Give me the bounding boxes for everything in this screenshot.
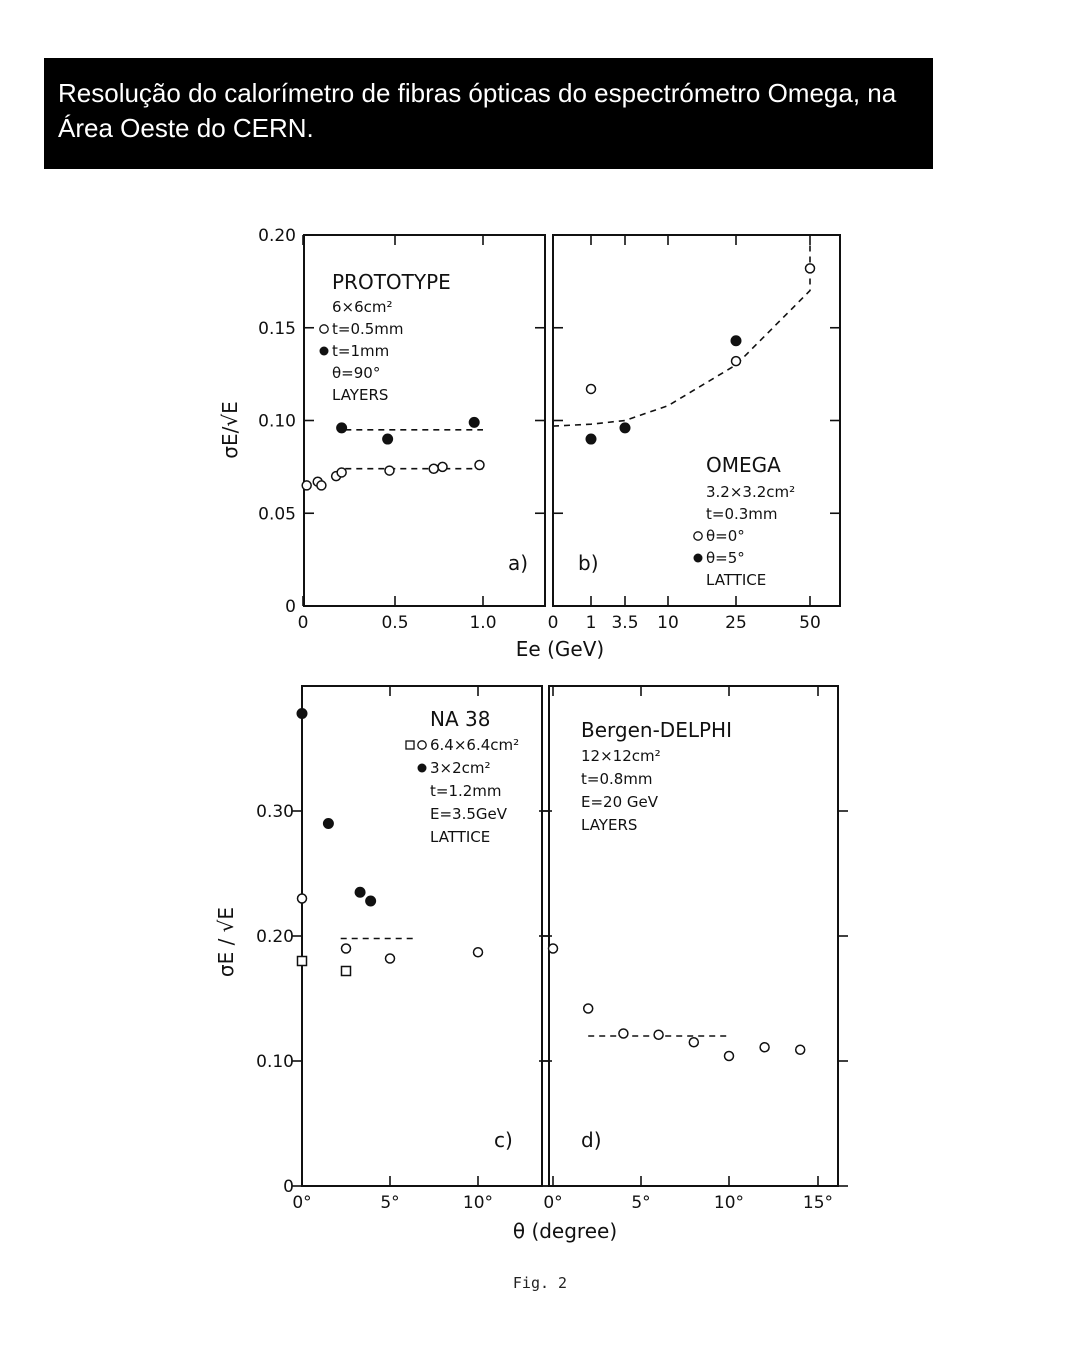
- panel-c-point-filled: [366, 896, 376, 906]
- panel-b-x-tick-label: 0: [547, 613, 559, 633]
- figure-caption: Fig. 2: [512, 1274, 568, 1292]
- panel-a-point-open: [337, 468, 346, 477]
- panel-d-point-open: [689, 1038, 698, 1047]
- panel-b-panel-label: b): [578, 551, 599, 575]
- panel-a-x-tick-label: 0.5: [381, 613, 409, 633]
- panel-a-point-filled: [383, 434, 393, 444]
- panel-a-panel-label: a): [508, 551, 529, 575]
- panel-a-legend-filled: [320, 347, 329, 356]
- panel-c-legend-filled: [418, 764, 427, 773]
- panel-d-title: Bergen-DELPHI: [581, 718, 732, 742]
- panel-c-frame: [302, 686, 542, 1186]
- panel-b-x-tick-label: 3.5: [611, 613, 639, 633]
- panel-c-y-tick-label: 0.10: [256, 1052, 294, 1072]
- panel-a-point-open: [302, 481, 311, 490]
- bottom-x-axis-label: θ (degree): [512, 1219, 618, 1243]
- banner-line-2: Área Oeste do CERN.: [58, 113, 314, 143]
- panel-b-point-filled: [620, 423, 630, 433]
- panel-a-point-filled: [469, 417, 479, 427]
- panel-a-annotation: t=1mm: [332, 342, 390, 360]
- panel-c-x-tick-label: 5°: [380, 1193, 400, 1213]
- panel-a-annotation: θ=90°: [332, 364, 381, 382]
- panel-a-y-tick-label: 0.15: [258, 318, 296, 339]
- panel-a-annotation: 6×6cm²: [332, 298, 393, 316]
- panel-b-point-open: [587, 384, 596, 393]
- panel-c-point-open: [298, 894, 307, 903]
- panel-d-x-tick-label: 10°: [713, 1193, 745, 1213]
- panel-c-point-square: [298, 957, 307, 966]
- panel-b-x-tick-label: 10: [657, 613, 679, 633]
- panel-c-x-tick-label: 0°: [292, 1193, 312, 1213]
- panel-b-annotation: LATTICE: [706, 571, 767, 589]
- panel-a-y-tick-label: 0.05: [258, 504, 296, 525]
- panel-b-fit-line: [553, 244, 810, 426]
- panel-b-point-open: [806, 264, 815, 273]
- panel-c-point-filled: [297, 709, 307, 719]
- panel-c-y-tick-label: 0.20: [256, 927, 294, 947]
- panel-b-annotation: t=0.3mm: [706, 505, 778, 523]
- panel-a-point-filled: [337, 423, 347, 433]
- panel-c-panel-label: c): [494, 1128, 513, 1152]
- panel-c-annotation: 6.4×6.4cm²: [430, 736, 520, 754]
- panel-d-panel-label: d): [581, 1128, 602, 1152]
- panel-d-annotation: 12×12cm²: [581, 747, 661, 765]
- panel-d-point-open: [725, 1052, 734, 1061]
- panel-a-point-open: [385, 466, 394, 475]
- panel-a-point-open: [429, 464, 438, 473]
- panel-a-point-open: [317, 481, 326, 490]
- panel-d-x-tick-label: 0°: [543, 1193, 563, 1213]
- panel-a-title: PROTOTYPE: [332, 270, 451, 294]
- panel-c-annotation: E=3.5GeV: [430, 805, 508, 823]
- panel-c-annotation: LATTICE: [430, 828, 491, 846]
- panel-c-point-filled: [355, 887, 365, 897]
- panel-d-point-open: [760, 1043, 769, 1052]
- top-y-axis-label: σE/√E: [218, 401, 242, 459]
- panel-c-point-square: [342, 967, 351, 976]
- panel-b-annotation: 3.2×3.2cm²: [706, 483, 796, 501]
- panel-c-title: NA 38: [430, 707, 491, 731]
- panel-d-point-open: [549, 944, 558, 953]
- panel-a-annotation: t=0.5mm: [332, 320, 404, 338]
- panel-c-point-filled: [323, 819, 333, 829]
- panel-b-point-filled: [731, 336, 741, 346]
- panel-a-x-tick-label: 0: [297, 613, 309, 633]
- panel-a-point-open: [475, 461, 484, 470]
- panel-a-x-tick-label: 1.0: [469, 613, 497, 633]
- panel-a-y-tick-label: 0.10: [258, 411, 296, 432]
- panel-a-y-tick-label: 0.20: [258, 226, 296, 246]
- panel-b-legend-open: [694, 532, 702, 540]
- panel-c-annotation: t=1.2mm: [430, 782, 502, 800]
- panel-d-x-tick-label: 15°: [802, 1193, 834, 1213]
- panel-d-annotation: E=20 GeV: [581, 793, 659, 811]
- panel-b-x-tick-label: 50: [799, 613, 821, 633]
- panel-a-y-tick-label: 0: [285, 597, 296, 617]
- panel-d-annotation: t=0.8mm: [581, 770, 653, 788]
- panel-d-x-tick-label: 5°: [631, 1193, 651, 1213]
- panel-d-annotation: LAYERS: [581, 816, 638, 834]
- panel-d-point-open: [796, 1045, 805, 1054]
- panel-c-legend-open: [418, 741, 426, 749]
- panel-c-point-open: [386, 954, 395, 963]
- top-x-axis-label: Ee (GeV): [515, 637, 605, 661]
- panel-c-y-tick-label: 0.30: [256, 802, 294, 822]
- panel-b-title: OMEGA: [706, 453, 781, 477]
- panel-a-point-open: [438, 462, 447, 471]
- panel-c-point-open: [342, 944, 351, 953]
- panel-b-point-filled: [586, 434, 596, 444]
- panel-c-legend-square: [406, 741, 414, 749]
- banner-line-1: Resolução do calorímetro de fibras ópticas do espectrómetro Omega, na: [58, 78, 897, 108]
- panel-b-annotation: θ=5°: [706, 549, 745, 567]
- panel-c-x-tick-label: 10°: [462, 1193, 494, 1213]
- panel-b-x-tick-label: 25: [725, 613, 747, 633]
- panel-c-y-tick-label: 0: [283, 1177, 294, 1197]
- panel-c-point-open: [474, 948, 483, 957]
- panel-d-point-open: [584, 1004, 593, 1013]
- panel-a-legend-open: [320, 325, 328, 333]
- panel-b-point-open: [732, 357, 741, 366]
- panel-a-annotation: LAYERS: [332, 386, 389, 404]
- panel-b-legend-filled: [694, 554, 703, 563]
- panel-b-annotation: θ=0°: [706, 527, 745, 545]
- bottom-y-axis-label: σE / √E: [214, 906, 238, 978]
- panel-c-annotation: 3×2cm²: [430, 759, 491, 777]
- panel-b-x-tick-label: 1: [585, 613, 597, 633]
- panel-d-point-open: [654, 1030, 663, 1039]
- panel-d-point-open: [619, 1029, 628, 1038]
